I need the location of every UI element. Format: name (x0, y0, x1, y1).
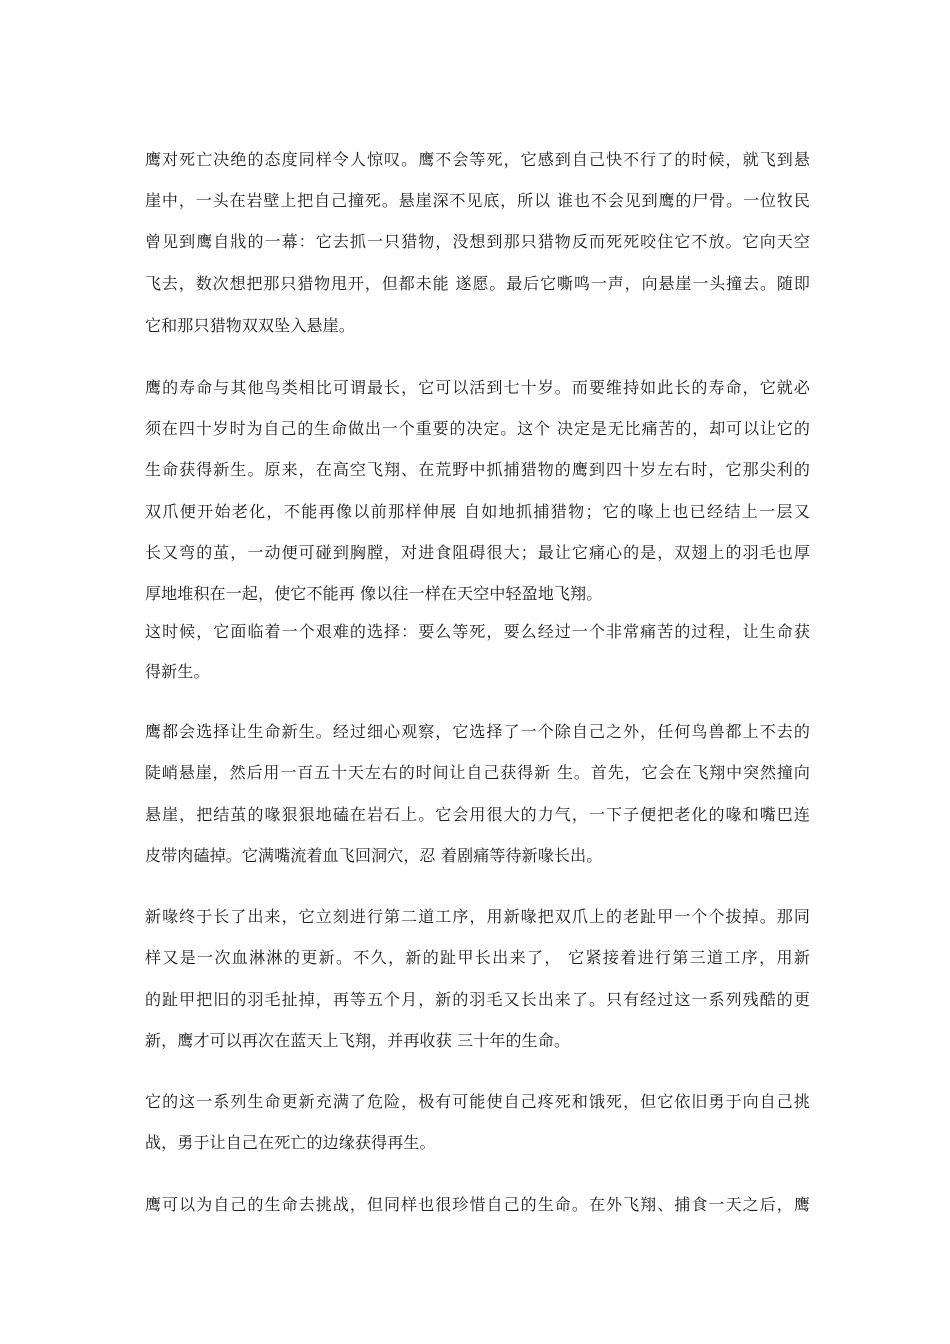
text-line: 陡峭悬崖，然后用一百五十天左右的时间让自己获得新 生。首先，它会在飞翔中突然撞向 (145, 763, 810, 782)
text-line: 它的这一系列生命更新充满了危险，极有可能使自己疼死和饿死，但它依旧勇于向自己挑 (145, 1092, 810, 1111)
text-line: 的趾甲把旧的羽毛扯掉，再等五个月，新的羽毛又长出来了。只有经过这一系列残酷的更 (145, 990, 810, 1009)
text-line: 皮带肉磕掉。它满嘴流着血飞回洞穴，忍 着剧痛等待新喙长出。 (145, 846, 603, 865)
text-line: 崖中，一头在岩壁上把自己撞死。悬崖深不见底，所以 谁也不会见到鹰的尸骨。一位牧民 (145, 191, 810, 210)
text-line: 飞去，数次想把那只猎物甩开，但都未能 遂愿。最后它嘶鸣一声，向悬崖一头撞去。随即 (145, 274, 810, 293)
text-line: 曾见到鹰自戕的一幕：它去抓一只猎物，没想到那只猎物反而死死咬住它不放。它向天空 (145, 232, 810, 251)
text-line: 悬崖，把结茧的喙狠狠地磕在岩石上。它会用很大的力气，一下子便把老化的喙和嘴巴连 (145, 805, 810, 824)
text-line: 长又弯的茧，一动便可碰到胸膛，对进食阻碍很大；最让它痛心的是，双翅上的羽毛也厚 (145, 543, 810, 562)
text-line: 生命获得新生。原来，在高空飞翔、在荒野中抓捕猎物的鹰到四十岁左右时，它那尖利的 (145, 460, 810, 479)
text-line: 样又是一次血淋淋的更新。不久，新的趾甲长出来了， 它紧接着进行第三道工序，用新 (145, 948, 810, 967)
text-line: 鹰对死亡决绝的态度同样令人惊叹。鹰不会等死，它感到自己快不行了的时候，就飞到悬 (145, 150, 810, 169)
text-line: 鹰的寿命与其他鸟类相比可谓最长，它可以活到七十岁。而要维持如此长的寿命，它就必 (145, 378, 810, 397)
text-line: 厚地堆积在一起，使它不能再 像以往一样在天空中轻盈地飞翔。 (145, 584, 603, 603)
text-line: 战，勇于让自己在死亡的边缘获得再生。 (145, 1133, 436, 1152)
text-line: 它和那只猎物双双坠入悬崖。 (145, 316, 355, 335)
text-line: 鹰都会选择让生命新生。经过细心观察，它选择了一个除自己之外，任何鸟兽都上不去的 (145, 722, 810, 741)
text-line: 得新生。 (145, 662, 210, 681)
text-line: 这时候，它面临着一个艰难的选择：要么等死，要么经过一个非常痛苦的过程，让生命获 (145, 622, 810, 641)
text-line: 鹰可以为自己的生命去挑战，但同样也很珍惜自己的生命。在外飞翔、捕食一天之后，鹰 (145, 1195, 810, 1214)
text-line: 须在四十岁时为自己的生命做出一个重要的决定。这个 决定是无比痛苦的，却可以让它的 (145, 419, 810, 438)
text-line: 新喙终于长了出来，它立刻进行第二道工序，用新喙把双爪上的老趾甲一个个拔掉。那同 (145, 907, 810, 926)
text-line: 新，鹰才可以再次在蓝天上飞翔，并再收获 三十年的生命。 (145, 1031, 571, 1050)
text-line: 双爪便开始老化，不能再像以前那样伸展 自如地抓捕猎物；它的喙上也已经结上一层又 (145, 502, 810, 521)
